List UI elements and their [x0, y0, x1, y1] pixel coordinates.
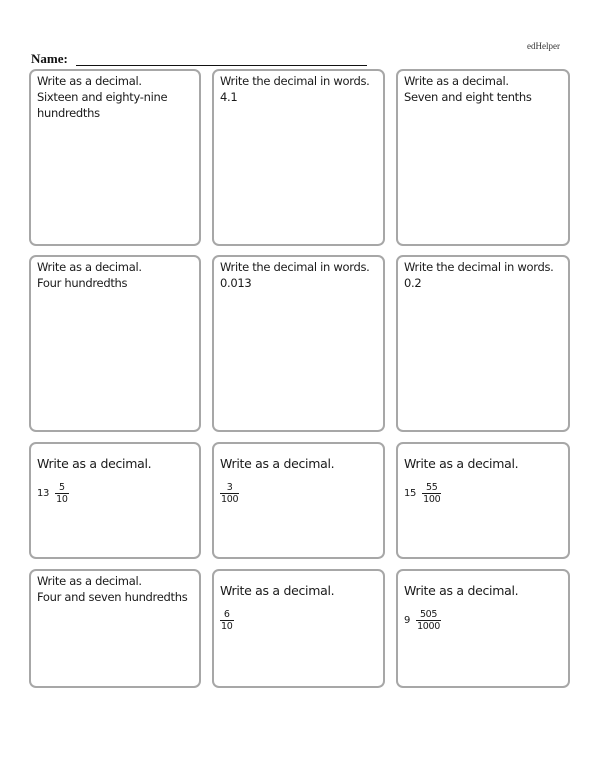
- fraction-numerator: 6: [223, 609, 230, 620]
- mixed-number: [404, 609, 562, 632]
- problem-instruction: Write as a decimal.: [37, 456, 152, 471]
- problem-card-7[interactable]: [29, 442, 201, 559]
- problem-card-10[interactable]: [29, 569, 201, 688]
- fraction-denominator: 10: [221, 621, 233, 632]
- fraction: [220, 609, 234, 632]
- brand-label: edHelper: [527, 41, 560, 51]
- mixed-number: [220, 609, 377, 632]
- problem-instruction: Write as a decimal.: [37, 574, 142, 588]
- fraction-numerator: 55: [425, 482, 438, 493]
- mixed-number: [37, 482, 193, 505]
- fraction-numerator: 505: [419, 609, 438, 620]
- fraction-denominator: 100: [221, 494, 239, 505]
- problem-card-5[interactable]: [212, 255, 385, 432]
- fraction: [422, 482, 441, 505]
- whole-number: 15: [404, 488, 417, 499]
- problem-instruction: Write the decimal in words.: [404, 260, 554, 274]
- problem-instruction: Write as a decimal.: [220, 456, 335, 471]
- name-label: Name:: [31, 51, 68, 66]
- fraction: [220, 482, 239, 505]
- fraction: [55, 482, 69, 505]
- problem-card-11[interactable]: [212, 569, 385, 688]
- whole-number: 13: [37, 488, 50, 499]
- problem-card-9[interactable]: [396, 442, 570, 559]
- problem-instruction: Write as a decimal.: [404, 74, 509, 88]
- mixed-number: [404, 482, 562, 505]
- problem-instruction: Write as a decimal.: [404, 583, 519, 598]
- problem-text: Four and seven hundredths: [37, 590, 188, 604]
- problem-card-4[interactable]: [29, 255, 201, 432]
- problem-instruction: Write as a decimal.: [37, 74, 142, 88]
- problem-instruction: Write the decimal in words.: [220, 74, 370, 88]
- problem-card-8[interactable]: [212, 442, 385, 559]
- problem-text: Seven and eight tenths: [404, 90, 532, 104]
- problem-text: 0.2: [404, 276, 422, 290]
- problem-card-6[interactable]: [396, 255, 570, 432]
- fraction-numerator: 3: [226, 482, 233, 493]
- problem-text: Four hundredths: [37, 276, 128, 290]
- fraction-denominator: 1000: [417, 621, 441, 632]
- fraction-numerator: 5: [59, 482, 65, 493]
- problem-instruction: Write the decimal in words.: [220, 260, 370, 274]
- problem-instruction: Write as a decimal.: [220, 583, 335, 598]
- name-input-line[interactable]: [76, 65, 367, 66]
- problem-card-3[interactable]: [396, 69, 570, 246]
- problem-text: 4.1: [220, 90, 238, 104]
- mixed-number: [220, 482, 377, 505]
- fraction: [416, 609, 441, 632]
- problem-card-2[interactable]: [212, 69, 385, 246]
- fraction-denominator: 100: [423, 494, 441, 505]
- problem-text: 0.013: [220, 276, 252, 290]
- problem-card-12[interactable]: [396, 569, 570, 688]
- whole-number: 9: [404, 615, 411, 626]
- problem-text: hundredths: [37, 106, 100, 120]
- fraction-denominator: 10: [56, 494, 68, 505]
- problem-instruction: Write as a decimal.: [37, 260, 142, 274]
- problem-text: Sixteen and eighty-nine: [37, 90, 168, 104]
- problem-instruction: Write as a decimal.: [404, 456, 519, 471]
- problem-card-1[interactable]: [29, 69, 201, 246]
